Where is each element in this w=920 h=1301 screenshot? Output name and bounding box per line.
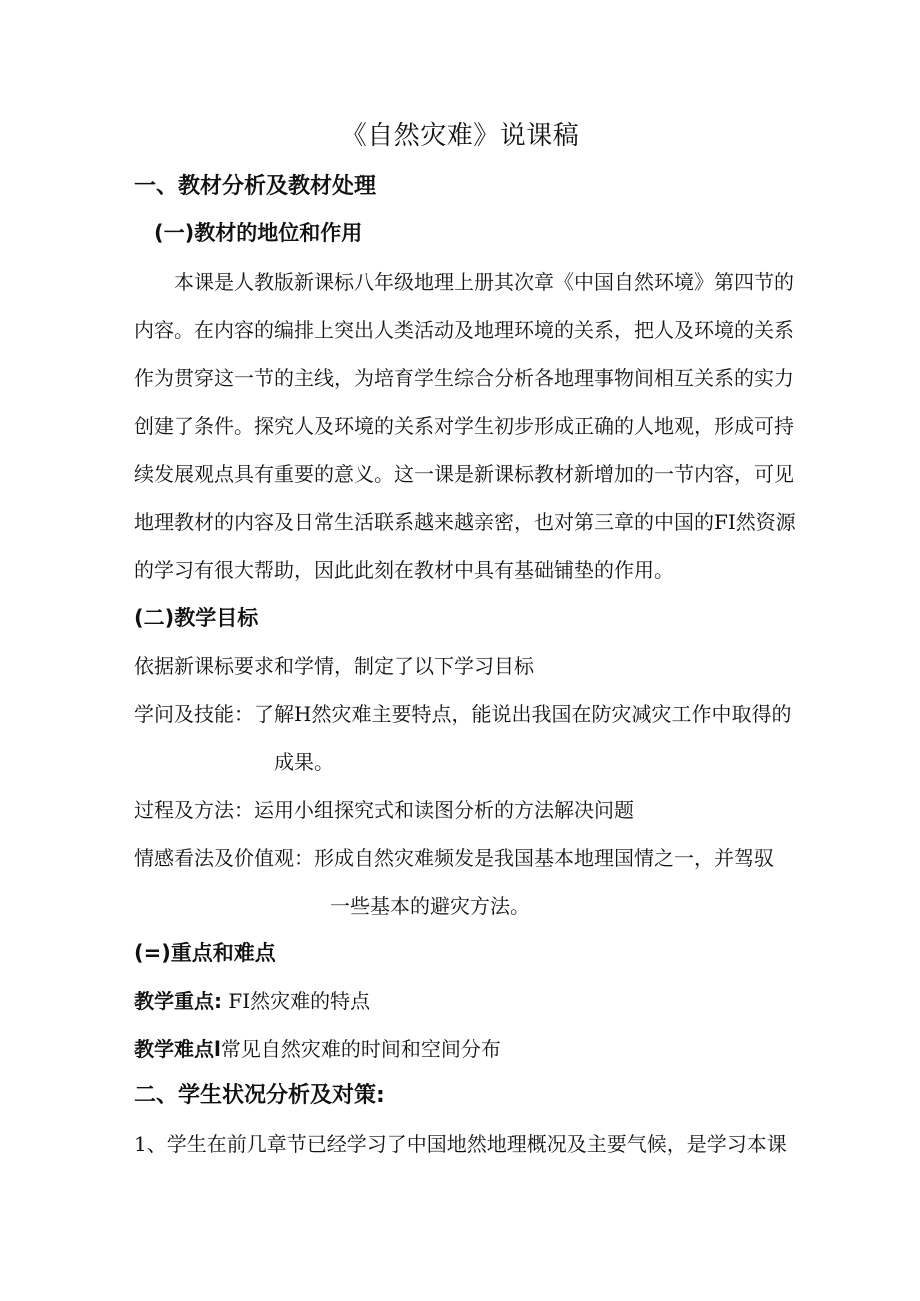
- paragraph-line: 的学习有很大帮助，因此此刻在教材中具有基础铺垫的作用。: [134, 558, 674, 582]
- paragraph-line: 本课是人教版新课标八年级地理上册其次章《中国自然环境》第四节的: [174, 270, 794, 294]
- subsection-heading-position: (一)教材的地位和作用: [154, 221, 363, 245]
- goals-intro: 依据新课标要求和学情，制定了以下学习目标: [134, 654, 534, 678]
- key-point-label: 教学重点:: [134, 989, 222, 1013]
- difficult-point-label: 教学难点l: [134, 1037, 221, 1061]
- goal-process: 过程及方法：运用小组探究式和读图分析的方法解决问题: [134, 798, 634, 822]
- document-title: 《自然灾难》说课稿: [340, 121, 580, 151]
- goal-knowledge-line-2: 成果。: [274, 750, 334, 774]
- section-heading-1: 一、教材分析及教材处理: [134, 174, 377, 199]
- paragraph-line: 续发展观点具有重要的意义。这一课是新课标教材新增加的一节内容，可见: [134, 462, 794, 486]
- key-point-row: [134, 986, 370, 1016]
- student-analysis-item-1: 1、学生在前几章节已经学习了中国地然地理概况及主要气候，是学习本课: [134, 1132, 787, 1156]
- paragraph-line: 地理教材的内容及日常生活联系越来越亲密，也对第三章的中国的FI然资源: [134, 510, 796, 534]
- difficult-point-text: 常见自然灾难的时间和空间分布: [220, 1037, 501, 1061]
- paragraph-line: 创建了条件。探究人及环境的关系对学生初步形成正确的人地观，形成可持: [134, 414, 794, 438]
- goal-emotion-line-1: 情感看法及价值观：形成自然灾难频发是我国基本地理国情之一，并驾驭: [134, 846, 774, 870]
- goal-knowledge-line-1: 学问及技能：了解H然灾难主要特点，能说出我国在防灾减灾工作中取得的: [134, 702, 792, 726]
- subsection-heading-key-points: (=)重点和难点: [134, 941, 276, 965]
- difficult-point-row: [134, 1034, 501, 1064]
- key-point-text: FI然灾难的特点: [222, 989, 371, 1013]
- paragraph-line: 作为贯穿这一节的主线，为培育学生综合分析各地理事物间相互关系的实力: [134, 366, 794, 390]
- goal-emotion-line-2: 一些基本的避灾方法。: [330, 894, 530, 918]
- subsection-heading-goals: (二)教学目标: [134, 606, 259, 630]
- paragraph-line: 内容。在内容的编排上突出人类活动及地理环境的关系，把人及环境的关系: [134, 318, 794, 342]
- section-heading-2: 二、学生状况分析及对策:: [134, 1083, 385, 1108]
